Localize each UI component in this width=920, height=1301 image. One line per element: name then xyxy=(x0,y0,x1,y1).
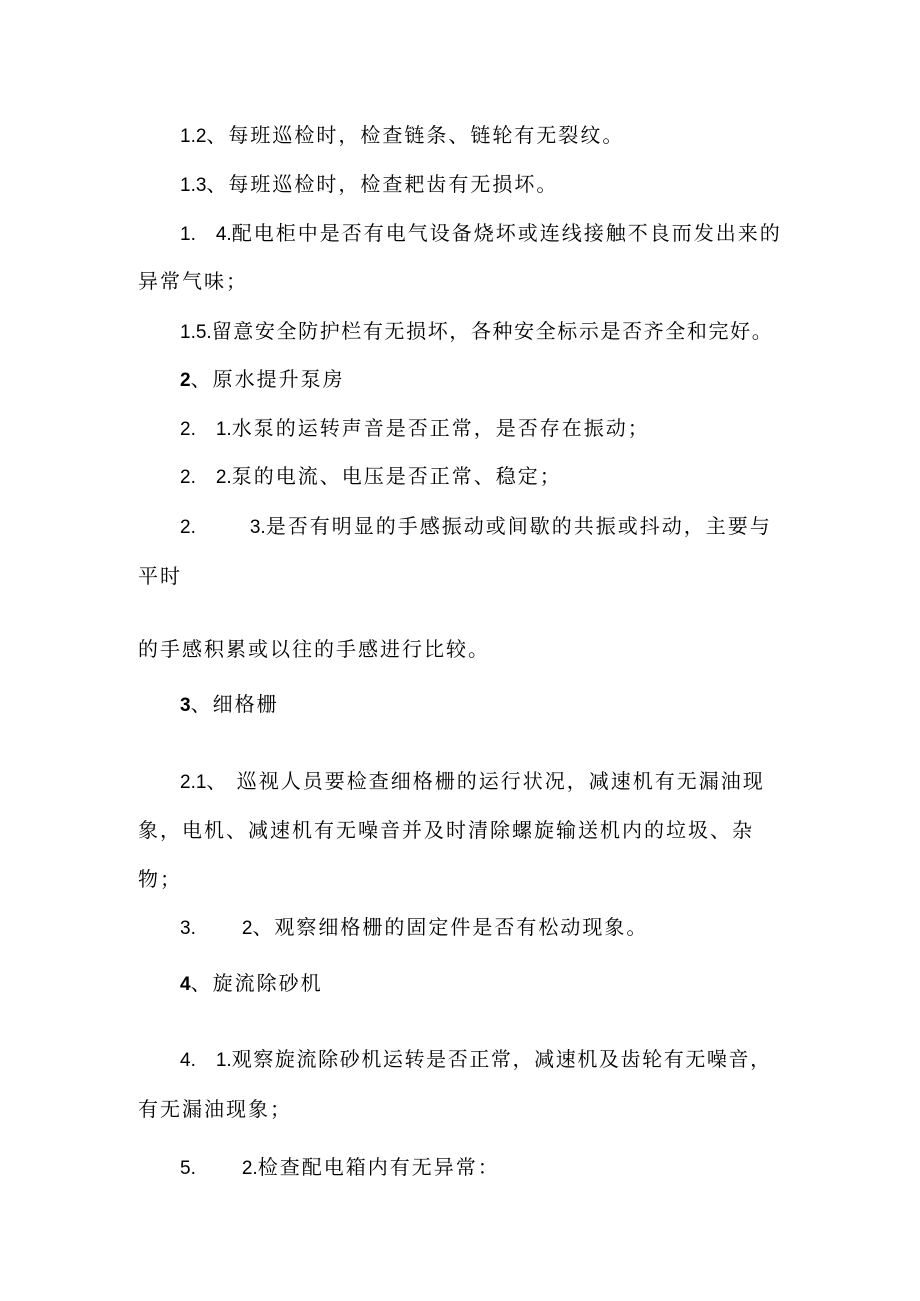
item-text: 象，电机、减速机有无噪音并及时清除螺旋输送机内的垃圾、杂 xyxy=(138,818,754,842)
item-1-4 xyxy=(180,220,782,248)
item-text: 的手感积累或以往的手感进行比较。 xyxy=(138,637,490,661)
item-text: 、观察细格栅的固定件是否有松动现象。 xyxy=(252,915,649,939)
item-subnumber: 1. xyxy=(215,419,232,440)
item-text: 、 巡视人员要检查细格栅的运行状况，减速机有无漏油现 xyxy=(206,769,765,793)
item-number: 5. xyxy=(180,1158,196,1179)
item-2-3 xyxy=(180,513,772,541)
item-1-4-continued xyxy=(138,268,248,294)
item-text: 检查配电箱内有无异常： xyxy=(257,1155,500,1179)
section-2-heading xyxy=(180,366,345,394)
item-text: 物； xyxy=(138,867,182,891)
item-1-3 xyxy=(180,171,558,199)
item-number: 1.2 xyxy=(180,126,207,147)
item-3-2 xyxy=(180,914,648,942)
item-subnumber: 4. xyxy=(215,224,232,245)
item-1-5 xyxy=(180,318,773,346)
item-3-1-continued xyxy=(138,817,754,843)
item-2-2 xyxy=(180,463,562,491)
item-2-3-continued xyxy=(138,563,182,589)
section-title: 、细格栅 xyxy=(190,692,279,716)
item-number: 2.1 xyxy=(180,772,207,793)
section-title: 、旋流除砂机 xyxy=(190,971,323,995)
item-2-1 xyxy=(180,415,650,443)
item-subnumber: 1. xyxy=(215,1050,232,1071)
item-text: 留意安全防护栏有无损坏，各种安全标示是否齐全和完好。 xyxy=(211,319,774,343)
item-2-3-continued-2 xyxy=(138,636,490,662)
item-number: 2. xyxy=(180,419,196,440)
item-text: 、每班巡检时，检查耙齿有无损坏。 xyxy=(206,172,559,196)
item-number: 2. xyxy=(180,517,196,538)
item-text: 泵的电流、电压是否正常、稳定； xyxy=(231,464,562,488)
item-text: 观察旋流除砂机运转是否正常，减速机及齿轮有无噪音， xyxy=(231,1047,772,1071)
item-number: 2. xyxy=(180,467,196,488)
item-4-1 xyxy=(180,1046,772,1074)
item-text: 有无漏油现象； xyxy=(138,1097,292,1121)
section-3-heading xyxy=(180,691,279,719)
item-5-2 xyxy=(180,1154,500,1182)
item-number: 3. xyxy=(180,918,196,939)
item-3-1-continued-2 xyxy=(138,866,182,892)
item-number: 1.5. xyxy=(180,322,212,343)
item-text: 配电柜中是否有电气设备烧坏或连线接触不良而发出来的 xyxy=(231,221,782,245)
item-text: 水泵的运转声音是否正常，是否存在振动； xyxy=(231,416,650,440)
item-3-1 xyxy=(180,768,765,796)
item-text: 平时 xyxy=(138,564,182,588)
section-number: 2 xyxy=(180,370,191,391)
item-text: 异常气味； xyxy=(138,269,248,293)
item-number: 4. xyxy=(180,1050,196,1071)
section-number: 3 xyxy=(180,695,191,716)
item-subnumber: 3. xyxy=(249,517,266,538)
item-number: 1.3 xyxy=(180,175,207,196)
item-text: 是否有明显的手感振动或间歇的共振或抖动，主要与 xyxy=(265,514,772,538)
item-subnumber: 2. xyxy=(241,1158,258,1179)
section-4-heading xyxy=(180,970,323,998)
section-number: 4 xyxy=(180,974,191,995)
item-1-2 xyxy=(180,122,624,150)
item-number: 1. xyxy=(180,224,196,245)
item-subnumber: 2. xyxy=(215,467,232,488)
section-title: 、原水提升泵房 xyxy=(190,367,345,391)
item-subnumber: 2 xyxy=(241,918,253,939)
item-4-1-continued xyxy=(138,1096,292,1122)
item-text: 、每班巡检时，检查链条、链轮有无裂纹。 xyxy=(206,123,625,147)
